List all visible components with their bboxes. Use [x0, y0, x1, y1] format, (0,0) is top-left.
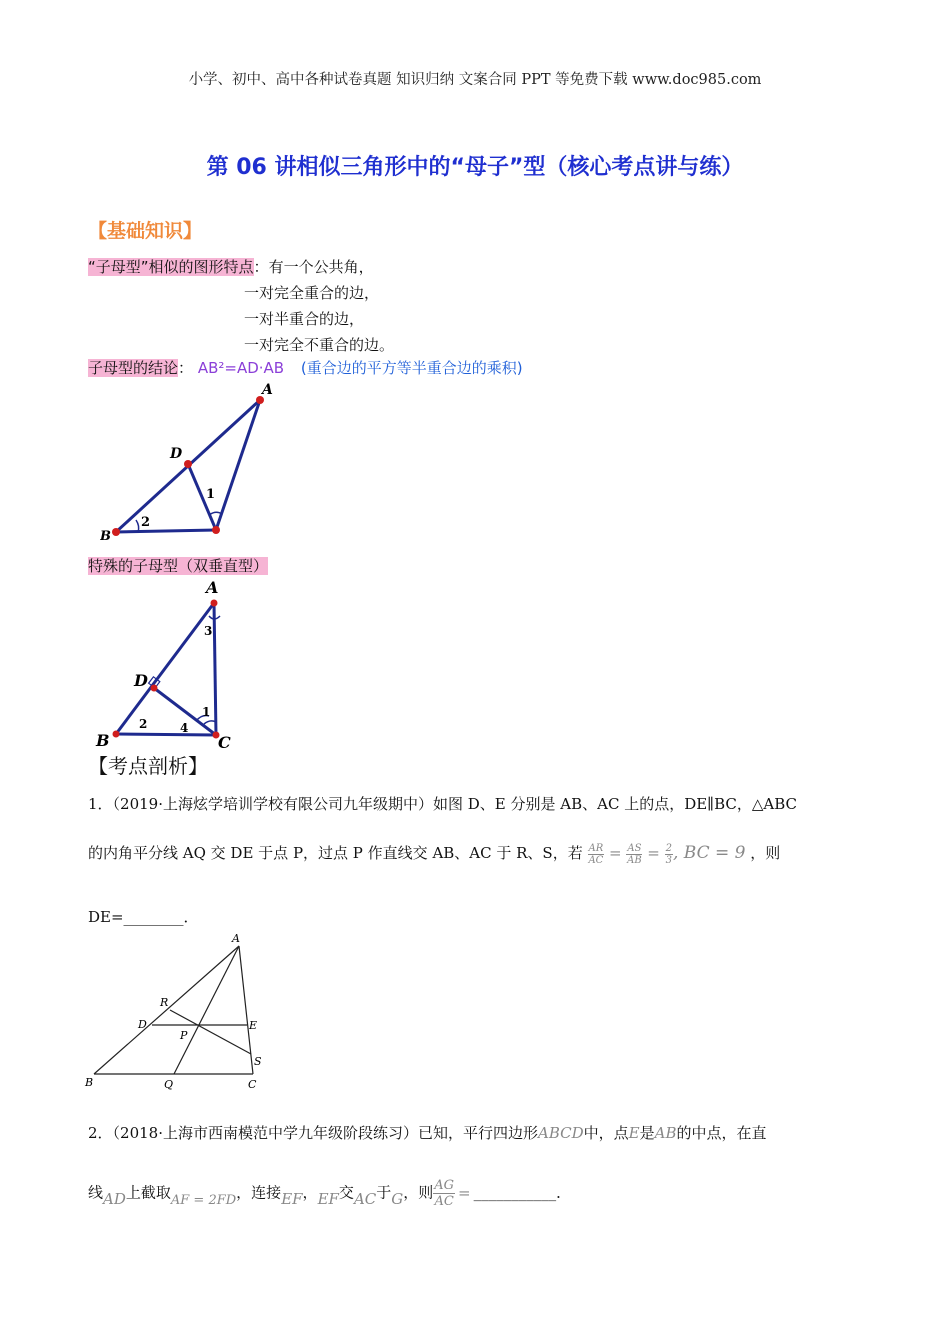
q1-eq-1: = [609, 844, 622, 862]
label-B: B [100, 529, 111, 542]
q1-frac1-den: AC [588, 854, 604, 866]
label-angle-3: 3 [204, 624, 213, 638]
point-B [112, 528, 120, 536]
segment-AQ [174, 946, 239, 1074]
site-header: 小学、初中、高中各种试卷真题 知识归纳 文案合同 PPT 等免费下载 www.doc985.com [188, 72, 762, 88]
figure-double-perpendicular [92, 576, 242, 748]
q2-frac-den: AC [434, 1194, 454, 1209]
segment-BA [116, 603, 214, 734]
q2-math-af: AF = 2FD [170, 1192, 237, 1208]
conclusion-sep: ： [178, 359, 194, 377]
point-A [211, 600, 218, 607]
q2-text-10: 于 [376, 1183, 392, 1202]
point-C [212, 526, 220, 534]
q1-text-2: 的内角平分线 AQ 交 DE 于点 P，过点 P 作直线交 AB、AC 于 R、S，若 [88, 844, 583, 862]
section-heading-analysis: 【考点剖析】 [88, 754, 208, 778]
q2-eq: = [458, 1183, 471, 1202]
q2-math-ef-1: EF [281, 1189, 303, 1208]
conclusion-formula: AB²=AD·AB [197, 359, 285, 377]
q1-frac3-num: 2 [665, 842, 672, 854]
q2-text-3: 是 [639, 1124, 655, 1142]
label-A: A [206, 578, 219, 597]
feature-label: “子母型”相似的图形特点 [88, 258, 254, 276]
point-B [113, 731, 120, 738]
feature-line-1 [88, 256, 374, 277]
segment-BA [94, 946, 239, 1074]
conclusion-line [88, 357, 523, 378]
special-label: 特殊的子母型（双垂直型） [88, 557, 269, 575]
q2-answer-blank: ___________． [473, 1183, 572, 1202]
label-angle-2: 2 [141, 515, 151, 530]
angle-1-arc [204, 721, 216, 724]
q1-bc: , BC = 9 [673, 843, 746, 863]
q2-math-ratio [433, 1178, 455, 1209]
q2-math-abcd: ABCD [538, 1124, 584, 1142]
label-C: C [248, 1078, 257, 1091]
q1-frac3-den: 3 [665, 854, 672, 866]
page-title: 第 06 讲相似三角形中的“母子”型（核心考点讲与练） [206, 155, 744, 180]
q2-math-ef-2: EF [317, 1189, 339, 1208]
q2-text-7: ，连接 [236, 1183, 282, 1202]
segment-AC [214, 603, 216, 735]
figure-q1 [82, 928, 272, 1093]
q2-text-11: ，则 [403, 1183, 434, 1202]
label-D: D [170, 446, 183, 462]
q1-ratio-expression [588, 842, 751, 866]
q2-math-ab: AB [654, 1124, 677, 1142]
q2-math-ac: AC [353, 1189, 377, 1208]
q2-math-g: G [391, 1189, 404, 1208]
feature-line-3: 一对半重合的边， [244, 310, 365, 328]
figure-mother-child-triangle [100, 380, 300, 542]
label-A: A [262, 382, 273, 398]
label-D: D [134, 671, 148, 690]
label-angle-2: 2 [139, 717, 148, 731]
segment-BC [116, 734, 216, 735]
q2-text-1: （2018·上海市西南模范中学九年级阶段练习）已知，平行四边形 [112, 1124, 538, 1142]
q2-text-4: 的中点，在直 [676, 1124, 767, 1142]
point-D [151, 685, 158, 692]
q2-text-8: ， [302, 1183, 318, 1202]
label-E: E [249, 1019, 258, 1032]
label-S: S [254, 1055, 262, 1068]
label-P: P [180, 1029, 188, 1042]
q2-text-2: 中，点 [583, 1124, 629, 1142]
q1-line-2 [88, 842, 780, 866]
label-B: B [85, 1076, 94, 1089]
label-B: B [96, 731, 110, 748]
q1-line-3: DE=________． [88, 908, 199, 926]
q2-frac-num: AG [434, 1178, 455, 1193]
label-D: D [138, 1018, 147, 1031]
segment-BC [116, 530, 216, 532]
q1-text-3: ，则 [750, 844, 781, 862]
conclusion-note: (重合边的平方等半重合边的乘积) [300, 359, 523, 377]
conclusion-label: 子母型的结论 [88, 359, 179, 377]
q1-frac1-num: AR [588, 842, 604, 854]
q2-line-1 [88, 1122, 767, 1143]
q2-text-5: 线 [88, 1183, 104, 1202]
q2-text-6: 上截取 [125, 1183, 171, 1202]
label-angle-1: 1 [206, 487, 216, 502]
feature-line-2: 一对完全重合的边， [244, 284, 380, 302]
feature-sep: ： [253, 258, 269, 276]
feature-text-1: 有一个公共角， [268, 258, 374, 276]
segment-AC [239, 946, 253, 1074]
q2-number: 2． [88, 1124, 113, 1142]
label-Q: Q [164, 1078, 174, 1091]
label-R: R [160, 996, 169, 1009]
q1-line-1 [88, 793, 797, 814]
section-heading-basic: 【基础知识】 [88, 220, 203, 242]
special-label-line [88, 555, 268, 576]
q2-text-9: 交 [338, 1183, 354, 1202]
q2-math-ad: AD [103, 1189, 126, 1208]
q1-frac2-den: AB [627, 854, 642, 866]
q1-number: 1． [88, 795, 113, 813]
label-C: C [218, 733, 231, 748]
q2-line-2 [88, 1178, 571, 1209]
feature-line-4: 一对完全不重合的边。 [244, 336, 395, 354]
label-A: A [232, 932, 240, 945]
q2-math-e: E [628, 1124, 640, 1142]
q1-text-1: （2019·上海炫学培训学校有限公司九年级期中）如图 D、E 分别是 AB、AC 上的点，DE∥BC，△ABC [112, 795, 798, 813]
q1-frac2-num: AS [627, 842, 642, 854]
label-angle-4: 4 [180, 721, 189, 735]
label-angle-1: 1 [202, 705, 211, 719]
q1-eq-2: = [647, 844, 660, 862]
point-D [184, 460, 192, 468]
